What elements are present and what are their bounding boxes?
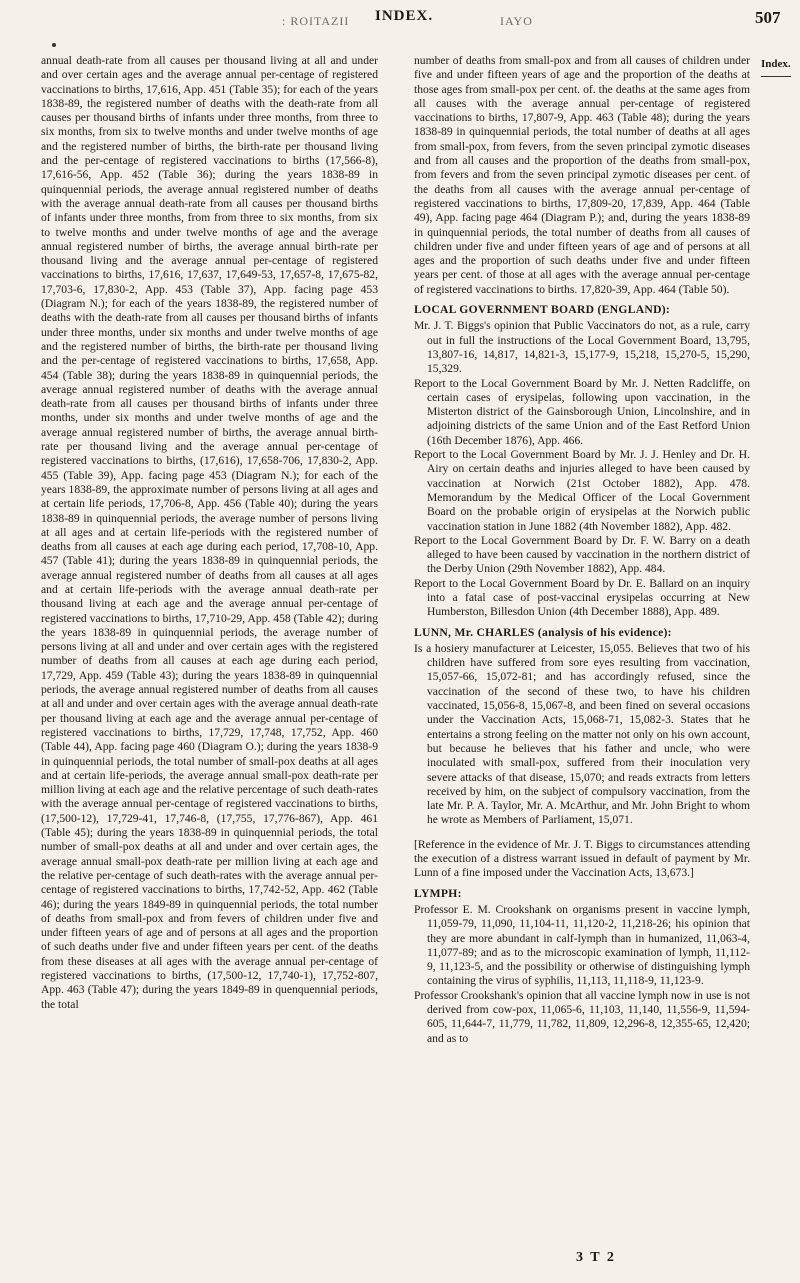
section-heading-lunn: LUNN, Mr. CHARLES (analysis of his evidence): <box>414 625 672 639</box>
index-margin-rule <box>761 76 791 77</box>
index-entry: Mr. J. T. Biggs's opinion that Public Vaccinators do not, as a rule, carry out in full the instructions of the Local Government Board, 13,795, 13,807-16, 14,817, 14,821-3, 15,177-9, 15,218, 15,270-5, 15,290, 15,329. <box>414 319 750 376</box>
signature-mark: 3 T 2 <box>576 1250 616 1265</box>
index-entry: Report to the Local Government Board by Dr. E. Ballard on an inquiry into a fatal case of post-vaccinal erysipelas occurring at New Humberston, Billesdon Union (4th December 1888), App. 489. <box>414 576 750 619</box>
reference-note: [Reference in the evidence of Mr. J. T. Biggs to circumstances attending the execution of a distress warrant issued in default of payment by Mr. Lunn of a fine imposed under the Vaccination Acts, 13,673.] <box>414 837 750 880</box>
index-entry: Report to the Local Government Board by Mr. J. Netten Radcliffe, on certain cases of erysipelas, following upon vaccination, in the Misterton district of the Gainsborough Union, Lincolnshire, and in adjoining districts of the same Union and of the East Retford Union (16th December 1876), App. 466. <box>414 376 750 447</box>
header-show-through-left: : ROITAZII <box>282 14 350 28</box>
index-entry: Professor Crookshank's opinion that all vaccine lymph now in use is not derived from cow-pox, 11,065-6, 11,103, 11,140, 11,556-9, 11,594-605, 11,644-7, 11,779, 11,782, 11,809, 12,296-8, 12,355-65, 12,420; and as to <box>414 988 750 1045</box>
section-heading-lymph: LYMPH: <box>414 886 462 900</box>
running-title: INDEX. <box>375 8 434 24</box>
spacer <box>414 828 750 838</box>
right-column <box>414 54 750 1046</box>
index-entry: Is a hosiery manufacturer at Leicester, 15,055. Believes that two of his children have suffered from sore eyes resulting from vaccination, 15,057-66, 15,072-81; and has accordingly refused, since the vaccination of the second of these two, to have his children vaccinated, 15,056-8, 15,067-8, and been fined on several occasions under the Vaccination Acts, 15,068-71, 15,082-3. States that he entertains a strong feeling on the matter not only on his own account, but because he believes that his father and uncle, who were inoculated with small-pox, suffered from their inoculation very severe attacks of that disease, 15,070; and reads extracts from letters received by him, on the subject of compulsory vaccination, from the late Mr. P. A. Taylor, Mr. A. McArthur, and Mr. John Bright to whom he wrote as Members of Parliament, 15,071. <box>414 641 750 827</box>
section-heading-local-government-board: LOCAL GOVERNMENT BOARD (ENGLAND): <box>414 303 671 317</box>
index-entry: Report to the Local Government Board by Dr. F. W. Barry on a death alleged to have been caused by vaccination in the northern district of the Derby Union (29th November 1882), App. 484. <box>414 533 750 576</box>
bullet-mark <box>52 43 56 47</box>
index-entry: Report to the Local Government Board by Mr. J. J. Henley and Dr. H. Airy on certain deaths and injuries alleged to have been caused by vaccination at Norwich (21st October 1882), App. 478. Memorandum by the Medical Officer of the Local Government Board on the probable origin of erysipelas at the Norwich public vaccination station in June 1882 (4th November 1882), App. 482. <box>414 448 750 533</box>
header-show-through-right: IAYO <box>500 14 533 28</box>
left-column-paragraph: annual death-rate from all causes per thousand living at all and under and over certain ages and the average annual per-centage of registered vaccinations to births, 17,616, App. 451 (Table 35); for each of the years 1838-89, the registered number of deaths with the death-rate from all causes per thousand births of infants under three months, from three to six months, from six to twelve months and under twelve months of age and the registered number of births, the birth-rate per thousand living and the per-centage of registered vaccinations to births (17,566-8), 17,616-56, App. 452 (Table 36); during the years 1838-89 in quinquennial periods, the average annual registered number of deaths with the average annual death-rate from all causes per thousand births of infants under three months, from from three to six months, from six to twelve months and under twelve months of age and the average annual registered number of births, the average annual birth-rate per thousand living and the average annual per-centage of registered vaccinations to births, 17,616, 17,637, 17,649-53, 17,657-8, 17,675-82, 17,703-6, 17,830-2, App. 453 (Table 37), App. facing page 453 (Diagram N.); for each of the years 1838-89, the registered number of deaths with the death-rate from all causes per thousand births of infants under three months, under six months and under twelve months of age and the registered number of births, the birth-rate per thousand living and the per-centage of registered vaccinations to births, 17,658, App. 454 (Table 38); during the years 1838-89 in quinquennial periods, the average annual registered number of deaths with the average annual death-rate from all causes per thousand births of infants under three months, under six months and under twelve months of age and the average annual registered number of births, the average annual birth-rate per thousand living and the average annual per-centage of registered vaccinations to births, (17,616), 17,658-706, 17,830-2, App. 455 (Table 39), App. facing page 453 (Diagram N.); for each of the years 1838-89, the approximate number of persons living at all ages and at certain life periods, 17,706-8, App. 456 (Table 40); during the years 1838-89 in quinquennial periods, the average number of persons living at all ages and at certain life-periods with the registered number of deaths from all causes at each age during each period, 17,708-10, App. 457 (Table 41); during the years 1838-89 in quinquennial periods, the average annual registered number of deaths from all causes at all ages and at certain life-periods with the average annual death-rate per thousand living at each age and the average annual per-centage of registered vaccinations to births, 17,710-29, App. 458 (Table 42); during the years 1838-89 in quinquennial periods, the average number of persons living at all and under and over certain ages with the registered number of deaths from all causes at each age during each period, 17,729, App. 459 (Table 43); during the years 1838-89 in quinquennial periods, the average annual registered number of deaths from all causes at all and under and over certain ages with the average annual death-rate per thousand living at each age and the average annual per-centage of registered vaccinations to births, 17,729, 17,748, 17,752, App. 460 (Table 44), App. facing page 460 (Diagram O.); during the years 1838-9 in quinquennial periods, the total number of small-pox deaths at all ages and at certain life-periods, the average annual small-pox death-rate per million living at each age and the relative percentage of such death-rates with the average annual per-centage of registered vaccinations to births, (17,500-12), 17,729-41, 17,746-8, (17,755, 17,776-867), App. 461 (Table 45); during the years 1838-89 in quinquennial periods, the total number of small-pox deaths at all and under and over certain ages, the average annual small-pox death-rate per million living at each age and the relative per-centage of such death-rates with the average annual per-centage of registered vaccinations to births, 17,742-52, App. 462 (Table 46); during the years 1849-89 in quinquennial periods, the total number of deaths from small-pox and from fevers of children under five and under fifteen years of age and of persons at all ages and the proportion of such deaths under five and under fifteen years per cent. of the deaths from these diseases at all ages with the average annual per-centage of registered vaccinations to births, (17,500-12, 17,740-1), 17,752-807, App. 463 (Table 47); during the years 1849-89 in quenquennial periods, the total <box>41 54 378 1011</box>
index-entry: Professor E. M. Crookshank on organisms present in vaccine lymph, 11,059-79, 11,090, 11,104-11, 11,120-2, 11,218-26; his opinion that they are more abundant in calf-lymph than in humanized, 11,063-4, 11,077-89; and as to the microscopic examination of lymph, 11,112-9, 11,123-5, and the possibility or otherwise of distinguishing lymph containing the virus of syphilis, 11,113, 11,118-9, 11,123-9. <box>414 902 750 988</box>
continued-entry: number of deaths from small-pox and from all causes of children under five and under fifteen years of age and the proportion of the deaths at those ages from small-pox per cent. of. the deaths at the same ages from all causes with the average annual per-centage of registered vaccinations to births, 17,807-9, App. 463 (Table 48); during the years 1838-89 in quinquennial periods, the total number of deaths at all ages from small-pox, from fevers, from the seven principal zymotic diseases and from all causes and the proportion of the deaths from small-pox, from fevers and from the seven principal zymotic diseases per cent. of the deaths from all causes with the average annual per-centage of registered vaccinations to births, 17,809-20, 17,839, App. 464 (Table 49), App. facing page 464 (Diagram P.); and, during the years 1838-89 in quinquennial periods, the total number of deaths from all causes of children under five and under fifteen years of age and of persons at all ages and the proportion of such deaths under five and under fifteen years per cent. of those at all ages with the average annual per-centage of registered vaccinations to births. 17,820-39, App. 464 (Table 50). <box>414 54 750 296</box>
page-header <box>0 4 800 34</box>
page-number: 507 <box>755 8 781 27</box>
index-margin-label: Index. <box>761 58 791 70</box>
left-column <box>41 54 378 1012</box>
